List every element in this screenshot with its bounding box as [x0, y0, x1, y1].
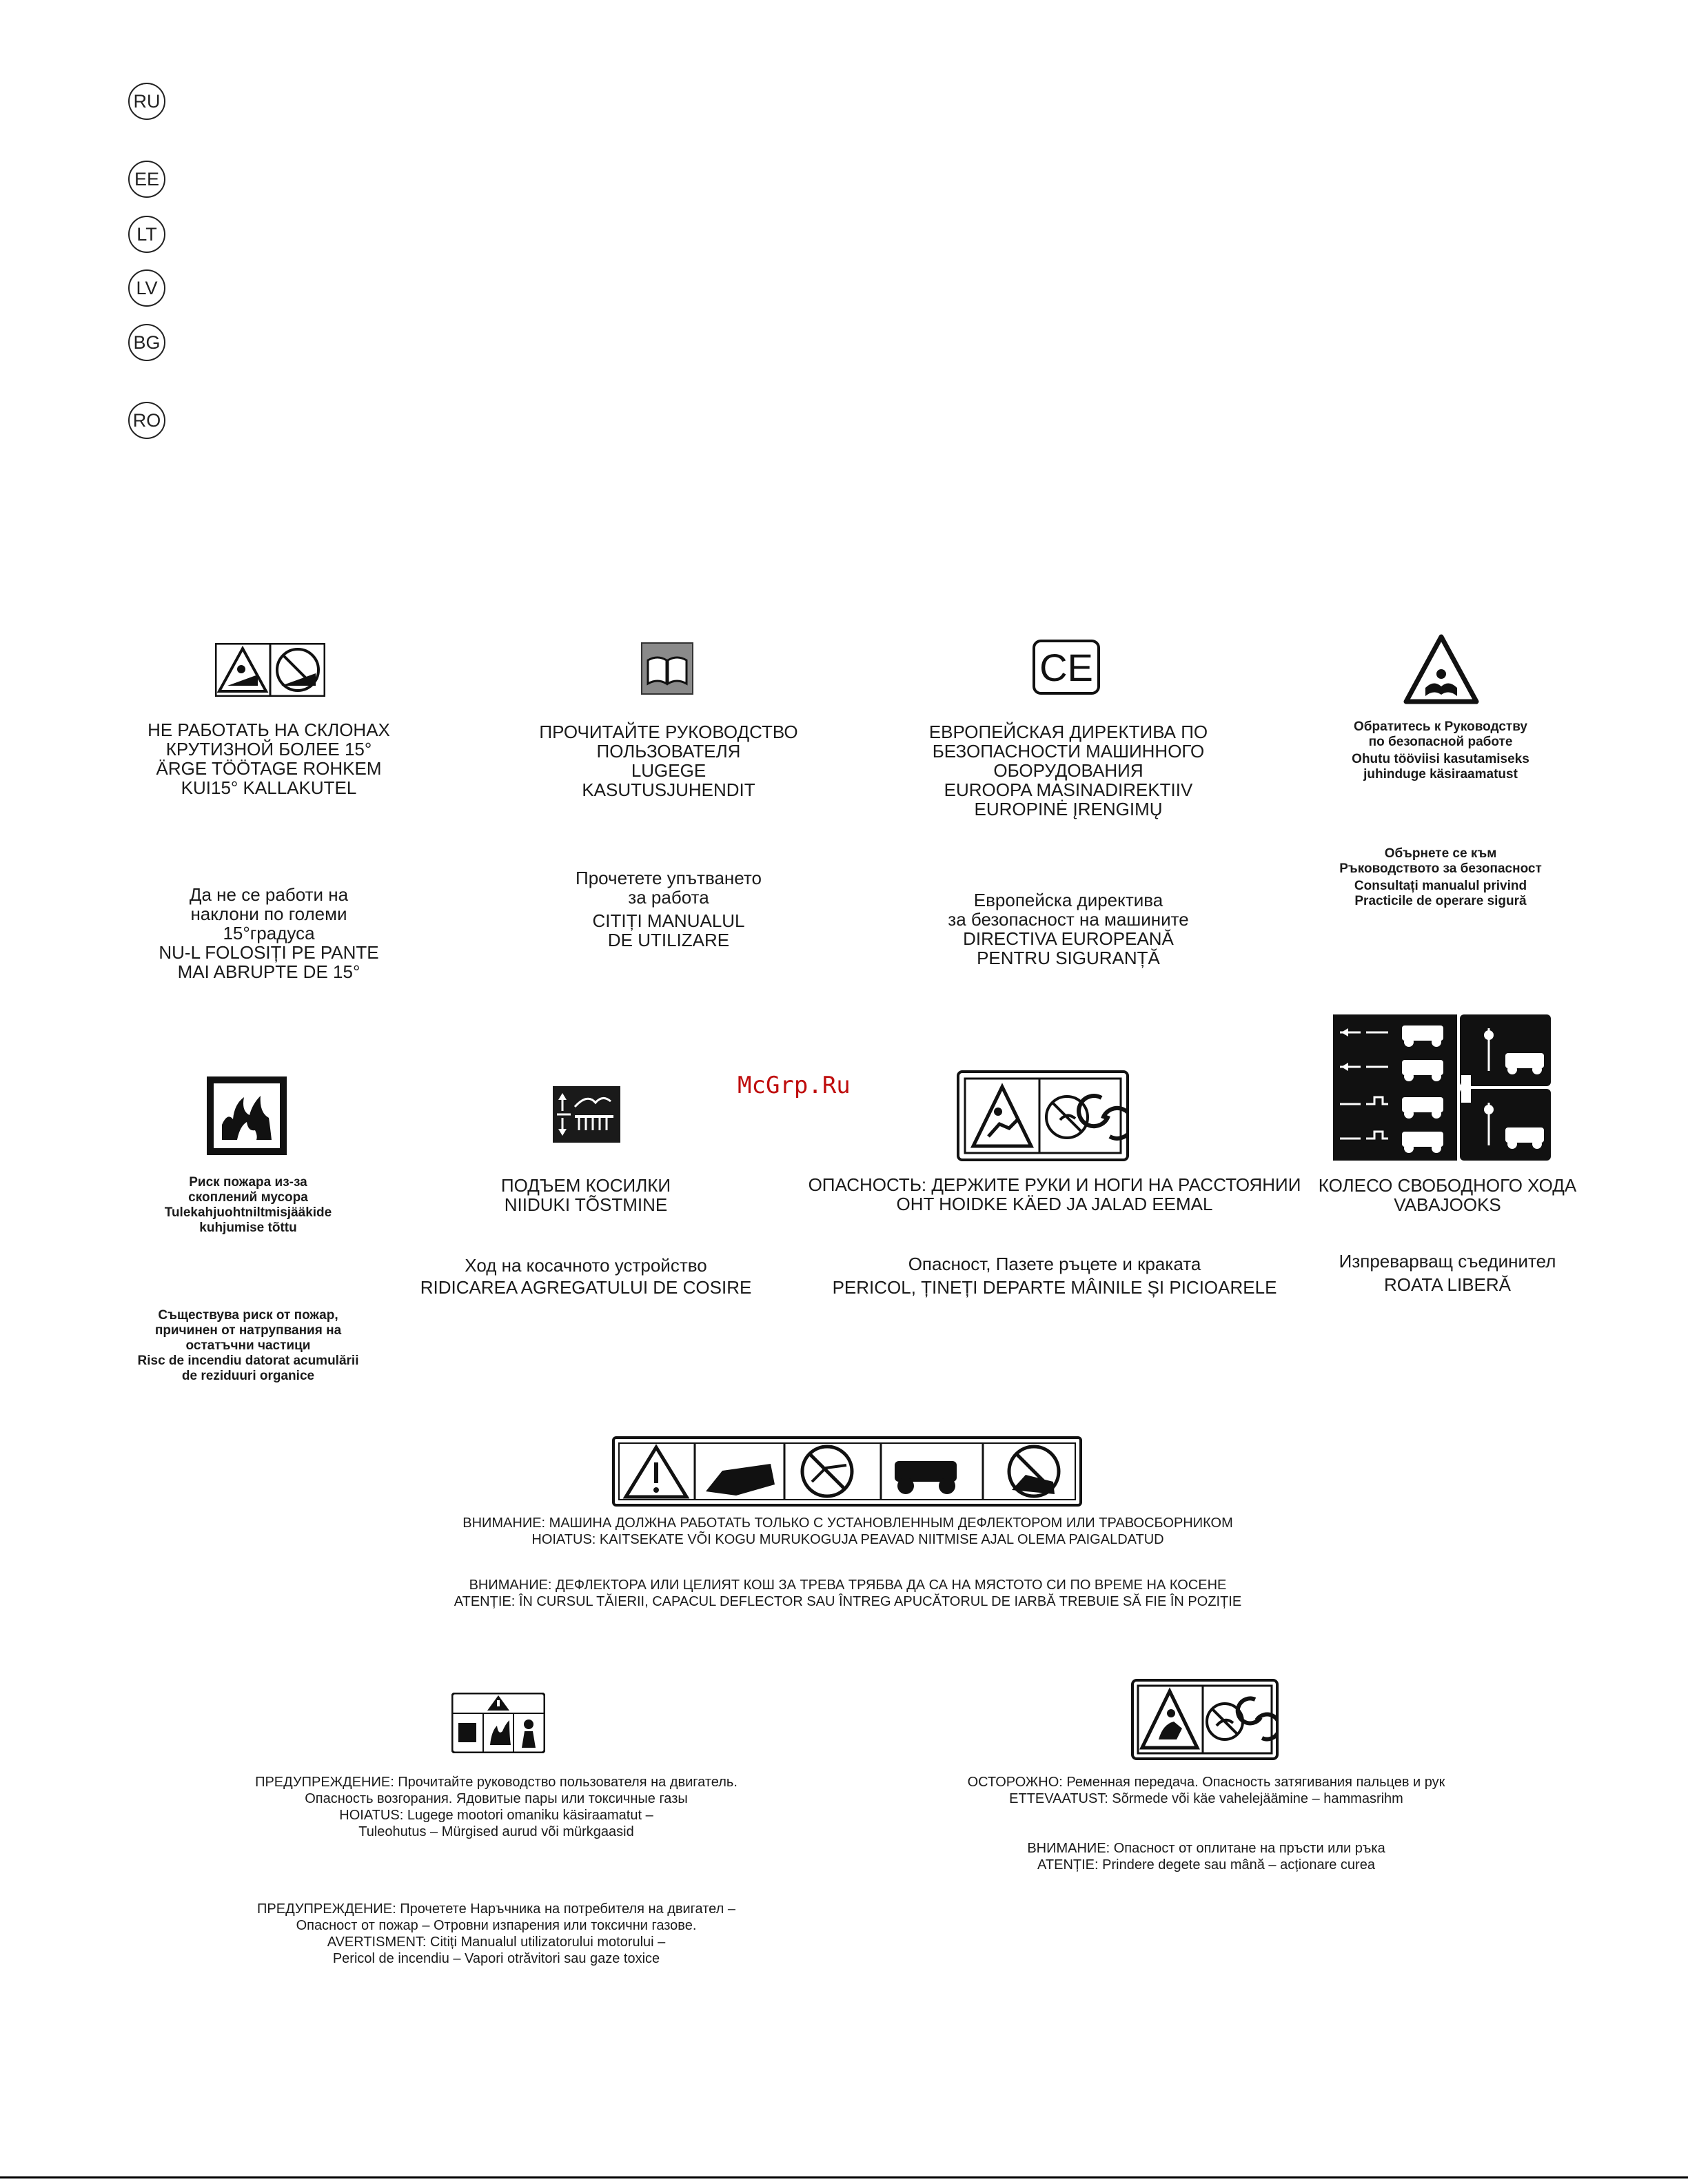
lang-lt: LT [128, 216, 165, 253]
ce-text-ro-1: DIRECTIVA EUROPEANĂ [963, 928, 1174, 949]
manual-text-3: LUGEGE [631, 760, 706, 781]
lift-text-ro-1: RIDICAREA AGREGATULUI DE COSIRE [420, 1277, 752, 1298]
engine-warning-icon [451, 1693, 545, 1753]
hands-text-2: OHT HOIDKE KÄED JA JALAD EEMAL [896, 1194, 1213, 1214]
freewheel-text-2: VABAJOOKS [1394, 1194, 1501, 1215]
manual-text-ro-2: DE UTILIZARE [607, 930, 730, 950]
slope-text-ro-1: NU-L FOLOSIȚI PE PANTE [159, 942, 379, 963]
watermark: McGrp.Ru [738, 1072, 851, 1099]
engine-text-bg-2: Опасност от пожар – Отровни изпарения или токсични газове. [296, 1918, 697, 1933]
engine-text-4: Tuleohutus – Mürgised aurud või mürkgaasid [358, 1824, 634, 1839]
slope-text-bg-1: Да не се работи на [189, 884, 349, 905]
freewheel-icon [1333, 1014, 1551, 1161]
fire-text-2: скоплений мусора [188, 1190, 308, 1205]
manual-text-bg-2: за работа [628, 887, 709, 908]
lang-ru: RU [128, 83, 165, 120]
lift-text-1: ПОДЪЕМ КОСИЛКИ [500, 1175, 671, 1196]
fire-text-1: Риск пожара из-за [189, 1175, 307, 1190]
ce-mark-icon [1033, 640, 1100, 695]
belt-text-ro-1: ATENȚIE: Prindere degete sau mână – acționare curea [1037, 1857, 1375, 1872]
fire-text-bg-2: причинен от натрупвания на [154, 1323, 342, 1338]
manual-text-4: KASUTUSJUHENDIT [582, 779, 755, 800]
engine-text-bg-1: ПРЕДУПРЕЖДЕНИЕ: Прочетете Наръчника на потребителя на двигател – [257, 1901, 735, 1917]
freewheel-text-bg-1: Изпреварващ съединител [1339, 1251, 1556, 1272]
deflector-text-ro-1: ATENȚIE: ÎN CURSUL TĂIERII, CAPACUL DEFLECTOR SAU ÎNTREG APUCĂTORUL DE IARBĂ TREBUIE SĂ FIE ÎN POZIȚIE [454, 1594, 1242, 1609]
safety-manual-text-ro-2: Practicile de operare sigură [1354, 894, 1527, 908]
deflector-warning-icon [612, 1436, 1082, 1507]
safety-manual-text-bg-1: Обърнете се към [1384, 846, 1497, 861]
slope-text-1: НЕ РАБОТАТЬ НА СКЛОНАХ [148, 720, 390, 740]
lang-bg: BG [128, 324, 165, 361]
slope-text-bg-2: наклони по големи [190, 904, 347, 924]
belt-drive-warning-icon [1131, 1679, 1279, 1760]
hands-feet-danger-icon [957, 1070, 1129, 1161]
slope-text-ro-2: MAI ABRUPTE DE 15° [177, 961, 360, 982]
ce-text-bg-1: Европейска директива [973, 890, 1163, 910]
engine-text-1: ПРЕДУПРЕЖДЕНИЕ: Прочитайте руководство пользователя на двигатель. [255, 1775, 738, 1790]
safety-manual-text-3: Ohutu tööviisi kasutamiseks [1352, 752, 1529, 766]
fire-text-3: Tulekahjuohtniltmisjääkide [164, 1205, 332, 1220]
engine-text-2: Опасность возгорания. Ядовитые пары или токсичные газы [305, 1791, 688, 1806]
ce-text-4: EUROOPA MASINADIREKTIIV [944, 779, 1193, 800]
lift-text-2: NIIDUKI TÕSTMINE [504, 1194, 668, 1215]
fire-text-ro-1: Risc de incendiu datorat acumulării [137, 1354, 359, 1368]
manual-text-bg-1: Прочетете упътването [576, 868, 762, 888]
ce-text-3: ОБОРУДОВАНИЯ [993, 760, 1143, 781]
manual-text-1: ПРОЧИТАЙТЕ РУКОВОДСТВО [539, 722, 798, 742]
lift-text-bg-1: Ход на косачното устройство [465, 1255, 707, 1276]
mower-lift-icon [553, 1086, 620, 1143]
fire-icon [207, 1076, 287, 1155]
fire-text-bg-1: Съществува риск от пожар, [158, 1308, 338, 1323]
slope-text-bg-3: 15°градуса [223, 923, 315, 943]
safety-manual-text-ro-1: Consultați manualul privind [1354, 879, 1527, 893]
safety-manual-text-2: по безопасной работе [1368, 735, 1513, 749]
belt-text-2: ETTEVAATUST: Sõrmede või käe vahelejäämine – hammasrihm [1009, 1791, 1403, 1806]
freewheel-text-ro-1: ROATA LIBERĂ [1384, 1274, 1511, 1295]
engine-text-3: HOIATUS: Lugege mootori omaniku käsiraamatut – [339, 1808, 653, 1823]
slope-text-3: ÄRGE TÖÖTAGE ROHKEM [156, 758, 382, 779]
engine-text-ro-2: Pericol de incendiu – Vapori otrăvitori sau gaze toxice [332, 1951, 660, 1966]
safety-manual-text-bg-2: Ръководството за безопасност [1339, 861, 1542, 876]
lang-lv: LV [128, 269, 165, 307]
slope-text-2: КРУТИЗНОЙ БОЛЕЕ 15° [165, 739, 372, 759]
ce-text-5: EUROPINĖ ĮRENGIMŲ [974, 799, 1163, 819]
ce-text-2: БЕЗОПАСНОСТИ МАШИННОГО [932, 741, 1205, 762]
belt-text-bg-1: ВНИМАНИЕ: Опасност от оплитане на пръсти или ръка [1027, 1841, 1385, 1856]
fire-text-ro-2: de reziduuri organice [181, 1369, 315, 1383]
engine-text-ro-1: AVERTISMENT: Citiți Manualul utilizatorului motorului – [327, 1935, 666, 1950]
safety-manual-text-4: juhinduge käsiraamatust [1363, 767, 1518, 782]
deflector-text-2: HOIATUS: KAITSEKATE VÕI KOGU MURUKOGUJA PEAVAD NIITMISE AJAL OLEMA PAIGALDATUD [531, 1532, 1164, 1547]
deflector-text-1: ВНИМАНИЕ: МАШИНА ДОЛЖНА РАБОТАТЬ ТОЛЬКО С УСТАНОВЛЕННЫМ ДЕФЛЕКТОРОМ ИЛИ ТРАВОСБОРНИКОМ [462, 1515, 1233, 1531]
ce-mark-text: CE [1039, 646, 1093, 689]
belt-text-1: ОСТОРОЖНО: Ременная передача. Опасность затягивания пальцев и рук [967, 1775, 1445, 1790]
manual-text-2: ПОЛЬЗОВАТЕЛЯ [596, 741, 741, 762]
bottom-border [0, 2176, 1688, 2178]
book-icon [641, 642, 693, 695]
ce-text-bg-2: за безопасност на машините [948, 909, 1189, 930]
safety-manual-text-1: Обратитесь к Руководству [1354, 720, 1527, 734]
hands-text-1: ОПАСНОСТЬ: ДЕРЖИТЕ РУКИ И НОГИ НА РАССТОЯНИИ [808, 1174, 1301, 1195]
fire-text-4: kuhjumise tõttu [199, 1221, 297, 1235]
manual-text-ro-1: CITIȚI MANUALUL [592, 910, 745, 931]
fire-text-bg-3: остатъчни частици [185, 1338, 311, 1353]
hands-text-bg-1: Опасност, Пазете ръцете и краката [908, 1254, 1201, 1274]
ce-text-ro-2: PENTRU SIGURANȚĂ [977, 948, 1160, 968]
lang-ee: EE [128, 161, 165, 198]
ce-text-1: ЕВРОПЕЙСКАЯ ДИРЕКТИВА ПО [928, 722, 1208, 742]
deflector-text-bg-1: ВНИМАНИЕ: ДЕФЛЕКТОРА ИЛИ ЦЕЛИЯТ КОШ ЗА ТРЕВА ТРЯБВА ДА СА НА МЯСТОТО СИ ПО ВРЕМЕ НА КОСЕНЕ [469, 1578, 1227, 1593]
freewheel-text-1: КОЛЕСО СВОБОДНОГО ХОДА [1318, 1175, 1577, 1196]
slope-text-4: KUI15° KALLAKUTEL [181, 777, 357, 798]
warning-book-icon [1403, 634, 1479, 704]
slope-warning-icon [215, 643, 325, 697]
hands-text-ro-1: PERICOL, ȚINEȚI DEPARTE MÂINILE ȘI PICIOARELE [832, 1277, 1277, 1298]
lang-ro: RO [128, 402, 165, 439]
